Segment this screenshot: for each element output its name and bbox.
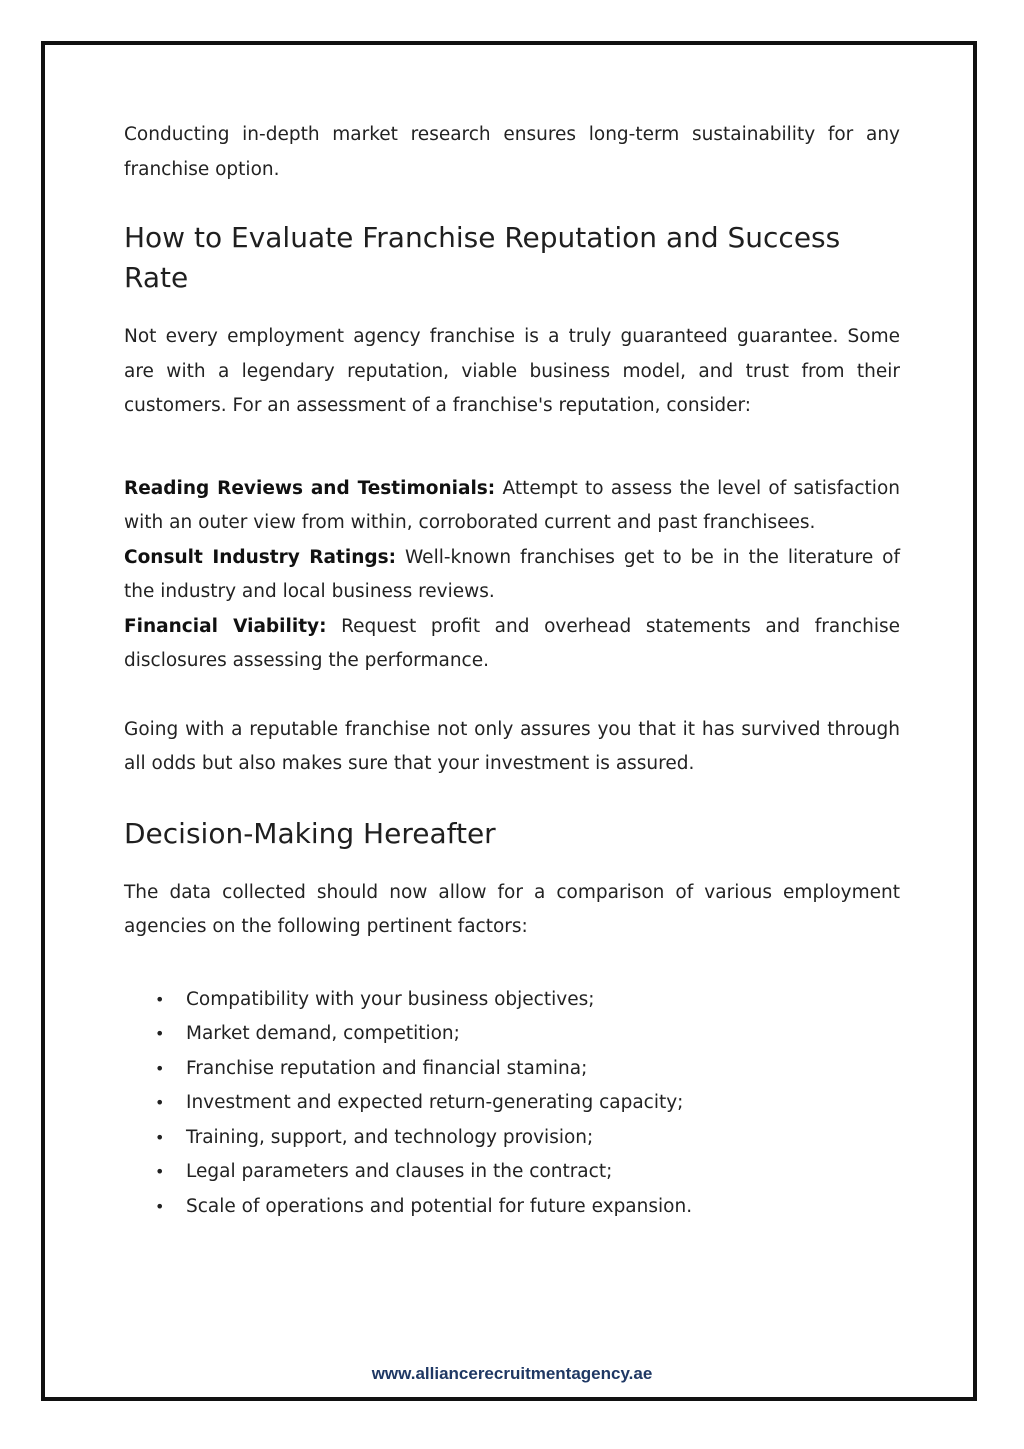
evaluate-closing-paragraph: Going with a reputable franchise not only assures you that it has survived through all odds but also makes sure that your investment is assured.	[124, 718, 900, 774]
bullet-icon: •	[155, 1058, 165, 1078]
bullet-icon: •	[155, 989, 165, 1009]
list-item: • Franchise reputation and financial stamina;	[124, 1052, 900, 1087]
criterion-ratings	[124, 541, 900, 610]
criterion-reviews	[124, 472, 900, 541]
evaluate-paragraph: Not every employment agency franchise is a truly guaranteed guarantee. Some are with a legendary reputation, viable business model, and trust from their customers. For an assessment of a franchise's reputation, consider:	[124, 326, 900, 416]
section-heading-evaluate: How to Evaluate Franchise Reputation and Success Rate	[124, 221, 841, 294]
bullet-icon: •	[155, 1196, 165, 1216]
list-item: • Investment and expected return-generating capacity;	[124, 1086, 900, 1121]
criterion-label: Consult Industry Ratings:	[124, 546, 397, 568]
intro-paragraph: Conducting in-depth market research ensures long-term sustainability for any franchise option.	[124, 124, 900, 180]
document-body	[124, 118, 900, 1224]
list-item: • Compatibility with your business objectives;	[124, 983, 900, 1018]
bullet-icon: •	[155, 1093, 165, 1112]
bullet-icon: •	[155, 1127, 165, 1147]
criterion-text: Attempt to assess the level of satisfaction with an outer view from within, corroborated current and past franchisees.	[124, 477, 900, 533]
list-item: • Training, support, and technology provision;	[124, 1121, 900, 1156]
section-heading-decision: Decision-Making Hereafter	[124, 816, 496, 850]
criteria-list	[124, 472, 900, 679]
criterion-text: Well-known franchises get to be in the literature of the industry and local business reviews.	[124, 546, 900, 602]
criterion-financial	[124, 610, 900, 679]
factors-list	[124, 983, 900, 1225]
criterion-label: Financial Viability:	[124, 615, 327, 637]
criterion-label: Reading Reviews and Testimonials:	[124, 477, 496, 499]
list-item: • Scale of operations and potential for future expansion.	[124, 1190, 900, 1225]
decision-paragraph: The data collected should now allow for a comparison of various employment agencies on the following pertinent factors:	[124, 881, 900, 937]
list-item: • Market demand, competition;	[124, 1017, 900, 1052]
footer-website-link[interactable]: www.alliancerecruitmentagency.ae	[371, 1364, 653, 1383]
criterion-text: Request profit and overhead statements and franchise disclosures assessing the performance.	[124, 615, 901, 671]
bullet-icon: •	[155, 1162, 165, 1181]
bullet-icon: •	[155, 1024, 165, 1043]
list-item: • Legal parameters and clauses in the contract;	[124, 1155, 900, 1190]
